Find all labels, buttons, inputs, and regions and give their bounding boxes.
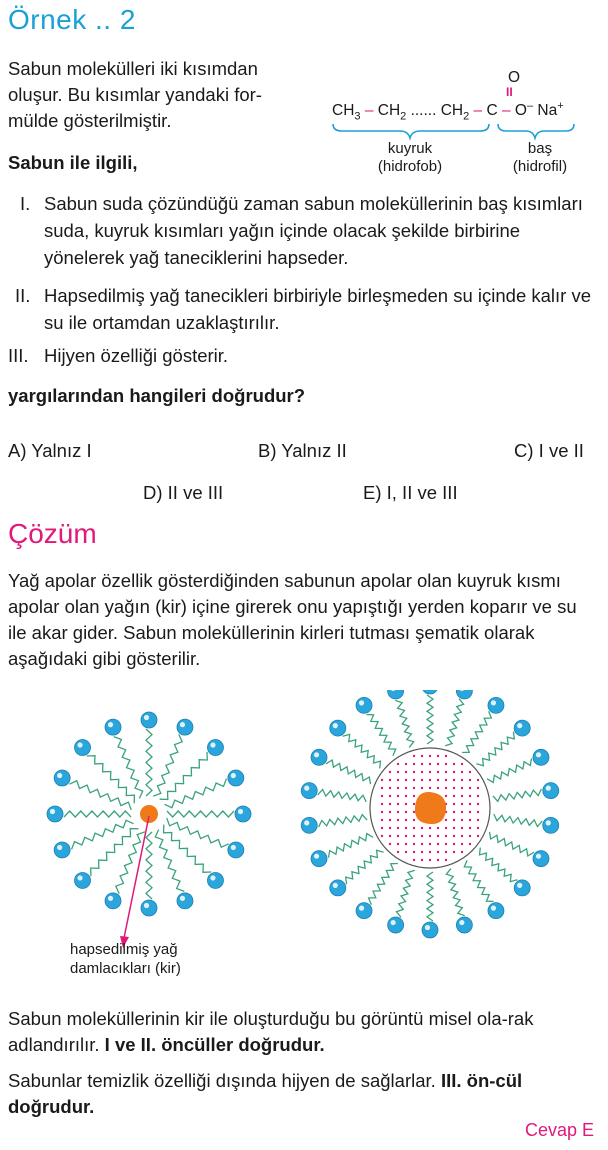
- oil-particle-dot: [461, 843, 463, 845]
- soap-tail: [493, 789, 542, 801]
- oil-particle-dot: [405, 827, 407, 829]
- statement-3: III. Hijyen özelliği gösterir.: [8, 345, 229, 366]
- oil-particle-dot: [461, 779, 463, 781]
- oil-particle-dot: [421, 787, 423, 789]
- oil-particle-dot: [445, 771, 447, 773]
- oil-particle-dot: [405, 795, 407, 797]
- oil-particle-dot: [429, 771, 431, 773]
- soap-tail: [445, 699, 463, 746]
- oil-particle-dot: [413, 763, 415, 765]
- oil-particle-dot: [445, 835, 447, 837]
- soap-tail: [72, 820, 134, 849]
- soap-tail: [343, 734, 381, 768]
- micelle-right: [301, 690, 559, 938]
- oil-particle-dot: [453, 779, 455, 781]
- question-ask: yargılarından hangileri doğrudur?: [8, 385, 306, 406]
- oil-particle-dot: [405, 779, 407, 781]
- oil-particle-dot: [413, 795, 415, 797]
- soap-head: [388, 690, 404, 699]
- soap-head-highlight: [536, 854, 541, 859]
- soap-head-highlight: [314, 854, 319, 859]
- oil-particle-dot: [461, 851, 463, 853]
- oil-particle-dot: [445, 819, 447, 821]
- soap-head-highlight: [77, 875, 82, 880]
- soap-head-highlight: [459, 920, 464, 925]
- soap-tail: [462, 711, 491, 752]
- oil-particle-dot: [421, 851, 423, 853]
- oil-particle-dot: [413, 755, 415, 757]
- oil-particle-dot: [461, 819, 463, 821]
- soap-head-highlight: [210, 875, 215, 880]
- oil-particle-dot: [429, 787, 431, 789]
- oil-particle-dot: [461, 803, 463, 805]
- oil-particle-dot: [405, 787, 407, 789]
- oil-particle-dot: [381, 779, 383, 781]
- soap-tail: [494, 814, 543, 826]
- soap-head-highlight: [517, 883, 522, 888]
- oil-particle-dot: [437, 755, 439, 757]
- soap-head: [311, 851, 327, 867]
- oil-particle-dot: [389, 843, 391, 845]
- oil-particle-dot: [429, 755, 431, 757]
- soap-tail: [446, 869, 464, 916]
- oil-particle-dot: [445, 779, 447, 781]
- soap-tail: [116, 832, 145, 894]
- soap-head-highlight: [231, 845, 236, 850]
- oil-particle-dot: [453, 803, 455, 805]
- soap-tail: [146, 729, 152, 796]
- oil-particle-dot: [469, 795, 471, 797]
- soap-head-highlight: [77, 742, 82, 747]
- oil-particle-dot: [453, 787, 455, 789]
- soap-head: [330, 880, 346, 896]
- soap-head: [543, 783, 559, 799]
- soap-head-highlight: [517, 723, 522, 728]
- solution-paragraph-2: Sabun moleküllerinin kir ile oluşturduğu bu görüntü misel ola-rak adlandırılır. I ve II. öncüller doğrudur.: [8, 1008, 534, 1055]
- oil-particle-dot: [421, 843, 423, 845]
- soap-head-highlight: [359, 700, 364, 705]
- soap-tail: [464, 860, 493, 901]
- intro-line-3: mülde gösterilmiştir.: [8, 110, 172, 131]
- oil-particle-dot: [469, 803, 471, 805]
- soap-head-highlight: [546, 820, 551, 825]
- oil-particle-dot: [397, 819, 399, 821]
- soap-tail: [319, 815, 368, 827]
- figure-caption: hapsedilmiş yağ damlacıkları (kir): [70, 941, 181, 977]
- soap-tail: [87, 756, 135, 804]
- oil-particle-dot: [429, 835, 431, 837]
- oil-particle-dot: [413, 859, 415, 861]
- dirt-core: [415, 792, 446, 824]
- soap-tail: [160, 752, 208, 800]
- soap-tail: [146, 832, 152, 899]
- soap-head-highlight: [391, 920, 396, 925]
- oil-particle-dot: [405, 803, 407, 805]
- soap-head: [533, 749, 549, 765]
- example-title: Örnek .. 2: [8, 4, 136, 35]
- soap-head-highlight: [425, 925, 430, 930]
- oil-particle-dot: [453, 827, 455, 829]
- oil-particle-dot: [421, 835, 423, 837]
- oil-particle-dot: [421, 755, 423, 757]
- soap-head: [105, 719, 121, 735]
- option-d[interactable]: D) II ve III: [143, 482, 224, 503]
- soap-head-highlight: [238, 809, 243, 814]
- soap-tail: [395, 700, 413, 747]
- soap-head: [388, 917, 404, 933]
- oil-particle-dot: [421, 763, 423, 765]
- oil-particle-dot: [413, 771, 415, 773]
- soap-head: [75, 740, 91, 756]
- soap-tail: [369, 864, 398, 905]
- oil-particle-dot: [445, 859, 447, 861]
- oil-particle-dot: [421, 827, 423, 829]
- soap-head: [543, 817, 559, 833]
- oil-particle-dot: [397, 787, 399, 789]
- solution-paragraph-3: Sabunlar temizlik özelliği dışında hijyen de sağlarlar. III. ön-cül doğrudur.: [8, 1070, 523, 1117]
- soap-head-highlight: [546, 786, 551, 791]
- tail-brace: [333, 124, 489, 138]
- oil-particle-dot: [397, 835, 399, 837]
- soap-head-highlight: [57, 773, 62, 778]
- oil-particle-dot: [381, 819, 383, 821]
- soap-head: [105, 893, 121, 909]
- formula-o-top: O: [508, 69, 521, 86]
- soap-head: [456, 917, 472, 933]
- oil-particle-dot: [437, 835, 439, 837]
- oil-particle-dot: [469, 827, 471, 829]
- oil-particle-dot: [437, 779, 439, 781]
- oil-particle-dot: [453, 811, 455, 813]
- soap-head: [356, 903, 372, 919]
- oil-particle-dot: [389, 771, 391, 773]
- oil-particle-dot: [461, 787, 463, 789]
- soap-tail: [346, 850, 384, 884]
- oil-particle-dot: [389, 787, 391, 789]
- soap-head-highlight: [359, 906, 364, 911]
- oil-particle-dot: [445, 843, 447, 845]
- oil-particle-dot: [389, 803, 391, 805]
- soap-head: [311, 749, 327, 765]
- oil-particle-dot: [405, 819, 407, 821]
- oil-particle-dot: [381, 811, 383, 813]
- option-a[interactable]: A) Yalnız I: [8, 440, 92, 461]
- statement-2: II. Hapsedilmiş yağ tanecikleri birbiriyle birleşmeden su içinde kalır ve su ile ortamdan uzaklaştırılır.: [15, 285, 592, 333]
- oil-particle-dot: [445, 827, 447, 829]
- oil-particle-dot: [477, 811, 479, 813]
- soap-head: [488, 697, 504, 713]
- oil-particle-dot: [453, 843, 455, 845]
- soap-head: [533, 851, 549, 867]
- soap-head: [177, 893, 193, 909]
- micelle-left: [47, 712, 251, 916]
- soap-head: [141, 900, 157, 916]
- head-brace: [498, 124, 574, 138]
- option-e[interactable]: E) I, II ve III: [363, 482, 458, 503]
- soap-head-highlight: [57, 845, 62, 850]
- soap-tail: [427, 872, 433, 921]
- soap-tail: [329, 834, 374, 858]
- oil-particle-dot: [397, 795, 399, 797]
- soap-head: [301, 817, 317, 833]
- oil-particle-dot: [445, 763, 447, 765]
- soap-head: [228, 842, 244, 858]
- intro-line-1: Sabun molekülleri iki kısımdan: [8, 58, 258, 79]
- oil-particle-dot: [437, 851, 439, 853]
- soap-head: [54, 770, 70, 786]
- soap-head-highlight: [50, 809, 55, 814]
- soap-head: [514, 880, 530, 896]
- soap-tail: [490, 832, 535, 856]
- oil-particle-dot: [469, 835, 471, 837]
- oil-particle-dot: [421, 859, 423, 861]
- oil-particle-dot: [453, 771, 455, 773]
- oil-particle-dot: [437, 827, 439, 829]
- soap-head: [235, 806, 251, 822]
- soap-head-highlight: [210, 742, 215, 747]
- oil-particle-dot: [445, 787, 447, 789]
- soap-tail: [69, 781, 131, 810]
- oil-particle-dot: [461, 763, 463, 765]
- oil-particle-dot: [477, 787, 479, 789]
- oil-particle-dot: [421, 779, 423, 781]
- oil-particle-dot: [461, 811, 463, 813]
- soap-tail: [487, 758, 532, 782]
- soap-tail: [91, 829, 139, 877]
- oil-particle-dot: [429, 859, 431, 861]
- soap-head: [207, 872, 223, 888]
- oil-particle-dot: [413, 827, 415, 829]
- oil-particle-dot: [437, 771, 439, 773]
- oil-particle-dot: [389, 819, 391, 821]
- oil-particle-dot: [397, 811, 399, 813]
- oil-particle-dot: [397, 779, 399, 781]
- oil-particle-dot: [453, 835, 455, 837]
- soap-head-highlight: [180, 722, 185, 727]
- oil-particle-dot: [405, 811, 407, 813]
- oil-particle-dot: [453, 819, 455, 821]
- oil-particle-dot: [405, 771, 407, 773]
- soap-formula: [330, 64, 600, 174]
- oil-particle-dot: [437, 763, 439, 765]
- oil-particle-dot: [413, 835, 415, 837]
- oil-particle-dot: [437, 859, 439, 861]
- soap-tail: [366, 715, 395, 756]
- oil-particle-dot: [397, 771, 399, 773]
- oil-particle-dot: [397, 843, 399, 845]
- oil-particle-dot: [389, 779, 391, 781]
- soap-head-highlight: [108, 896, 113, 901]
- soap-tail: [64, 811, 131, 817]
- oil-particle-dot: [397, 763, 399, 765]
- soap-head: [301, 783, 317, 799]
- soap-head: [47, 806, 63, 822]
- formula-double-bond: II: [506, 85, 513, 99]
- oil-particle-dot: [381, 787, 383, 789]
- soap-head: [177, 719, 193, 735]
- soap-head: [356, 697, 372, 713]
- formula-braces: [330, 122, 600, 142]
- soap-head-highlight: [333, 723, 338, 728]
- oil-particle-dot: [469, 811, 471, 813]
- oil-particle-dot: [413, 779, 415, 781]
- oil-particle-dot: [413, 843, 415, 845]
- oil-particle-dot: [405, 851, 407, 853]
- oil-particle-dot: [429, 779, 431, 781]
- oil-particle-dot: [429, 843, 431, 845]
- soap-tail: [164, 825, 212, 873]
- oil-particle-dot: [413, 803, 415, 805]
- oil-particle-dot: [445, 755, 447, 757]
- oil-particle-dot: [437, 787, 439, 789]
- tail-label: kuyruk (hidrofob): [377, 140, 443, 175]
- oil-particle-dot: [397, 827, 399, 829]
- oil-particle-dot: [461, 827, 463, 829]
- soap-head-highlight: [180, 896, 185, 901]
- oil-particle-dot: [413, 819, 415, 821]
- soap-head: [330, 720, 346, 736]
- oil-particle-dot: [389, 795, 391, 797]
- oil-particle-dot: [469, 787, 471, 789]
- soap-head-highlight: [314, 752, 319, 757]
- soap-head-highlight: [108, 722, 113, 727]
- oil-particle-dot: [453, 763, 455, 765]
- soap-head-highlight: [491, 700, 496, 705]
- soap-head-highlight: [144, 903, 149, 908]
- oil-particle-dot: [429, 827, 431, 829]
- soap-tail: [165, 779, 227, 808]
- oil-particle-dot: [461, 795, 463, 797]
- oil-particle-dot: [381, 835, 383, 837]
- oil-particle-dot: [389, 827, 391, 829]
- oil-particle-dot: [461, 771, 463, 773]
- soap-head-highlight: [491, 906, 496, 911]
- intro-text: [8, 56, 318, 134]
- oil-particle-dot: [389, 811, 391, 813]
- oil-particle-dot: [413, 787, 415, 789]
- oil-particle-dot: [477, 803, 479, 805]
- oil-particle-dot: [477, 795, 479, 797]
- dirt-core: [140, 805, 158, 823]
- soap-head-highlight: [231, 773, 236, 778]
- oil-particle-dot: [413, 811, 415, 813]
- oil-particle-dot: [445, 851, 447, 853]
- oil-particle-dot: [477, 827, 479, 829]
- oil-particle-dot: [445, 795, 447, 797]
- oil-particle-dot: [469, 843, 471, 845]
- soap-head: [75, 872, 91, 888]
- soap-head: [228, 770, 244, 786]
- soap-head: [422, 922, 438, 938]
- solution-paragraph-1: Yağ apolar özellik gösterdiğinden sabunun apolar olan kuyruk kısmı apolar olan yağın (kir) içine girerek onu yapıştığı yerden koparır ve su ile akar gider. Sabun moleküllerinin kirleri tutması şematik olarak aşağıdaki gibi gösterilir.: [8, 570, 577, 669]
- oil-particle-dot: [469, 819, 471, 821]
- oil-particle-dot: [477, 835, 479, 837]
- soap-tail: [153, 734, 182, 796]
- micelle-figure: [0, 690, 608, 950]
- soap-head-highlight: [304, 786, 309, 791]
- head-label: baş (hidrofil): [512, 140, 568, 175]
- answer-label: Cevap E: [524, 1120, 594, 1140]
- oil-particle-dot: [429, 851, 431, 853]
- soap-head-highlight: [304, 820, 309, 825]
- option-b[interactable]: B) Yalnız II: [258, 440, 347, 461]
- intro-line-2: oluşur. Bu kısımlar yandaki for-: [8, 84, 262, 105]
- solution-title: Çözüm: [8, 518, 97, 549]
- oil-particle-dot: [469, 771, 471, 773]
- soap-tail: [427, 695, 433, 744]
- soap-tail: [318, 790, 367, 802]
- soap-tail: [326, 760, 371, 784]
- oil-particle-dot: [437, 843, 439, 845]
- soap-head: [54, 842, 70, 858]
- soap-head: [207, 740, 223, 756]
- soap-head: [141, 712, 157, 728]
- oil-particle-dot: [405, 843, 407, 845]
- soap-tail: [396, 870, 414, 917]
- oil-particle-dot: [397, 851, 399, 853]
- oil-particle-dot: [405, 763, 407, 765]
- soap-tail: [476, 732, 514, 766]
- soap-head: [422, 690, 438, 694]
- oil-particle-dot: [421, 771, 423, 773]
- question-stem: Sabun ile ilgili,: [8, 152, 138, 173]
- oil-particle-dot: [389, 835, 391, 837]
- oil-particle-dot: [477, 779, 479, 781]
- oil-particle-dot: [453, 851, 455, 853]
- soap-head: [456, 690, 472, 699]
- soap-tail: [114, 737, 143, 799]
- soap-head-highlight: [144, 715, 149, 720]
- oil-particle-dot: [413, 851, 415, 853]
- soap-head: [514, 720, 530, 736]
- oil-particle-dot: [461, 835, 463, 837]
- oil-particle-dot: [381, 795, 383, 797]
- oil-particle-dot: [405, 835, 407, 837]
- oil-particle-dot: [469, 779, 471, 781]
- oil-particle-dot: [381, 827, 383, 829]
- soap-tail: [167, 811, 234, 817]
- soap-tail: [155, 830, 184, 892]
- soap-head-highlight: [333, 883, 338, 888]
- oil-particle-dot: [453, 795, 455, 797]
- soap-tail: [167, 818, 229, 847]
- formula-line: $CH_3 - CH_2$ ...... $CH_2$ – C – O– Na+: [332, 100, 564, 123]
- oil-particle-dot: [381, 803, 383, 805]
- oil-particle-dot: [397, 803, 399, 805]
- option-c[interactable]: C) I ve II: [514, 440, 584, 461]
- soap-head-highlight: [536, 752, 541, 757]
- oil-particle-dot: [429, 763, 431, 765]
- oil-particle-dot: [477, 819, 479, 821]
- statement-1: I. Sabun suda çözündüğü zaman sabun moleküllerinin baş kısımları suda, kuyruk kısımları yağın içinde olacak şekilde birbirine yönelerek yağ taneciklerini hapseder.: [20, 193, 583, 268]
- soap-tail: [480, 848, 518, 882]
- soap-head: [488, 903, 504, 919]
